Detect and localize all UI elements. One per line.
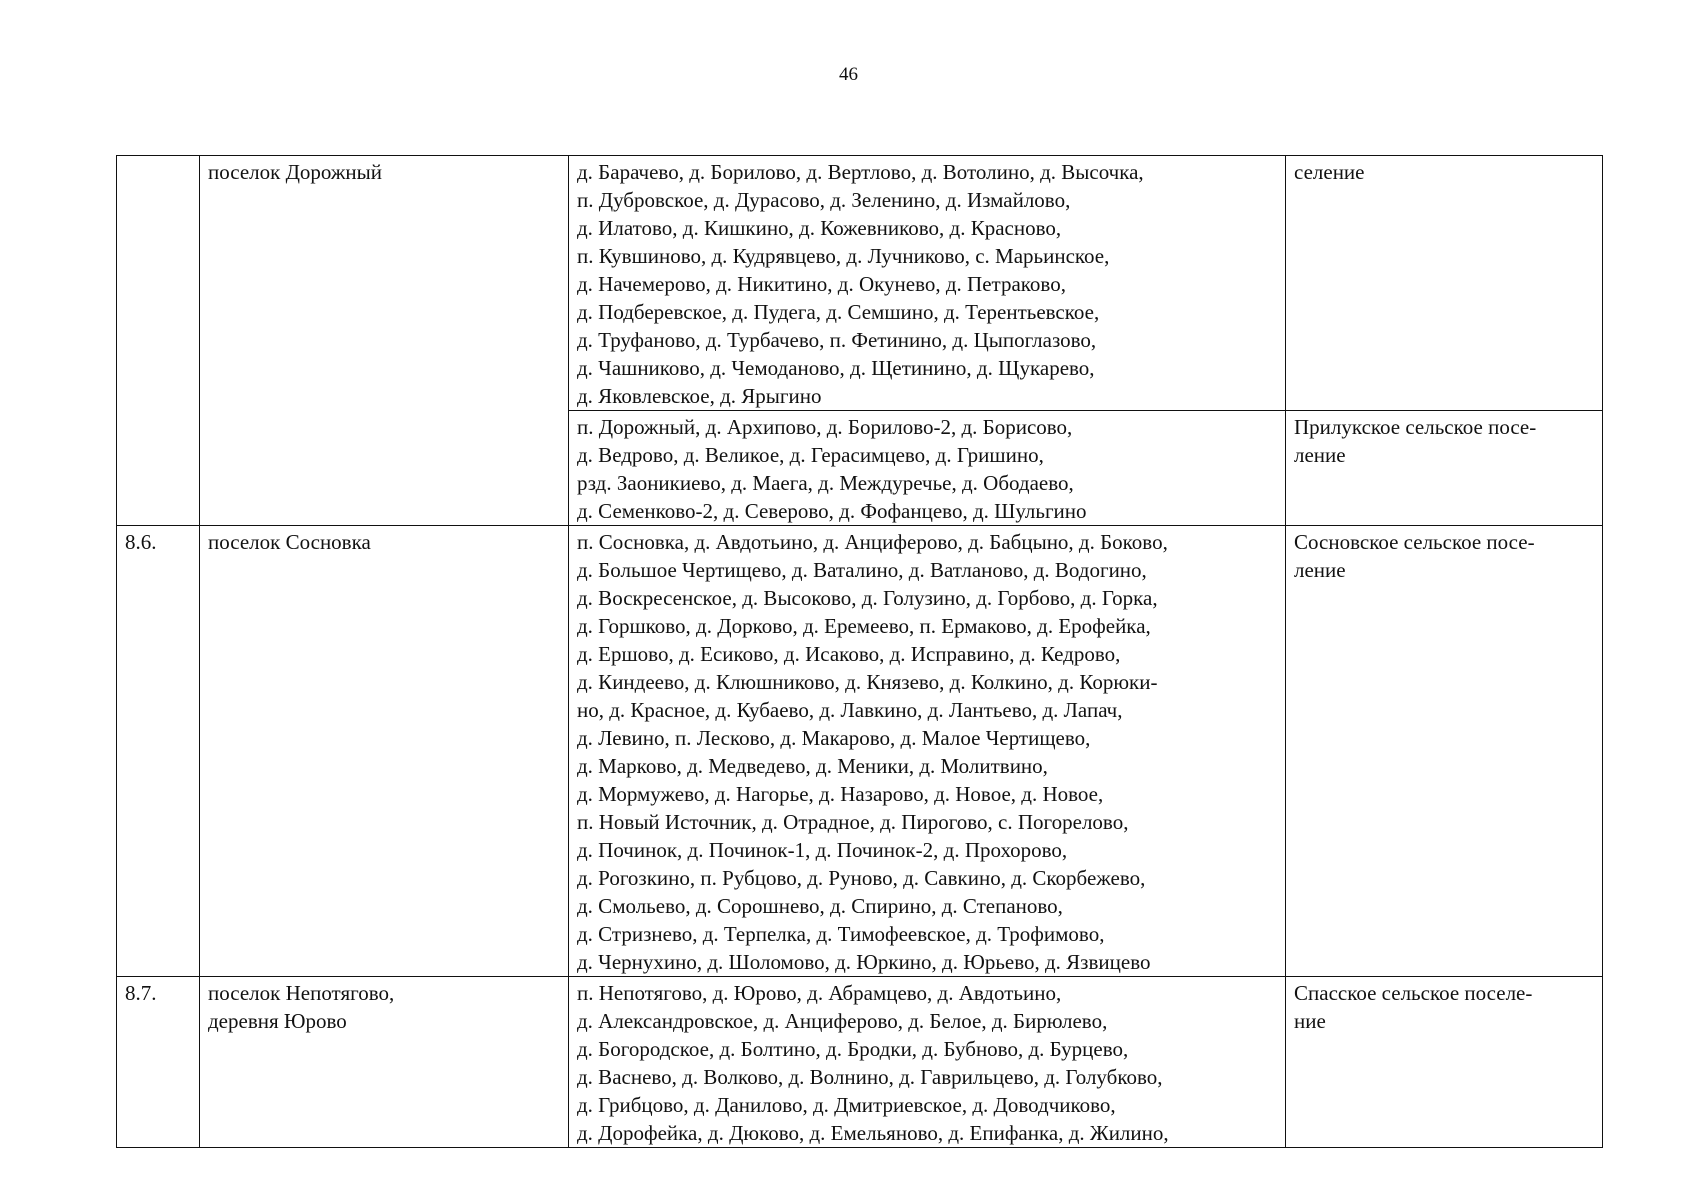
text-line: д. Чернухино, д. Шоломово, д. Юркино, д. Юрьево, д. Язвицево — [577, 950, 1151, 974]
text-line: Спасское сельское поселе- — [1294, 981, 1533, 1005]
text-line: д. Смольево, д. Сорошнево, д. Спирино, д. Степаново, — [577, 894, 1063, 918]
text-line: д. Мормужево, д. Нагорье, д. Назарово, д. Новое, д. Новое, — [577, 782, 1104, 806]
text-line: ние — [1294, 1009, 1326, 1033]
text-line: д. Семенково-2, д. Северово, д. Фофанцево, д. Шульгино — [577, 499, 1087, 523]
localities-list-cell — [569, 411, 1286, 526]
text-line: селение — [1294, 160, 1365, 184]
text-line: д. Дорофейка, д. Дюково, д. Емельяново, д. Епифанка, д. Жилино, — [577, 1121, 1169, 1145]
row-number-cell — [117, 156, 200, 526]
municipality-cell — [1286, 411, 1603, 526]
text-line: п. Дорожный, д. Архипово, д. Борилово-2, д. Борисово, — [577, 415, 1073, 439]
table-row — [117, 156, 1603, 411]
municipality-cell — [1286, 977, 1603, 1148]
text-line: д. Барачево, д. Борилово, д. Вертлово, д. Вотолино, д. Высочка, — [577, 160, 1144, 184]
text-line: д. Левино, п. Лесково, д. Макарово, д. Малое Чертищево, — [577, 726, 1091, 750]
text-line: д. Александровское, д. Анциферово, д. Белое, д. Бирюлево, — [577, 1009, 1108, 1033]
text-line: д. Киндеево, д. Клюшниково, д. Князево, д. Колкино, д. Корюки- — [577, 670, 1158, 694]
text-line: поселок Сосновка — [208, 530, 371, 554]
text-line: п. Новый Источник, д. Отрадное, д. Пирогово, с. Погорелово, — [577, 810, 1129, 834]
text-line: д. Горшково, д. Дорково, д. Еремеево, п. Ермаково, д. Ерофейка, — [577, 614, 1151, 638]
page-number: 46 — [839, 64, 858, 85]
municipality-cell — [1286, 526, 1603, 977]
text-line: д. Стризнево, д. Терпелка, д. Тимофеевское, д. Трофимово, — [577, 922, 1105, 946]
text-line: поселок Дорожный — [208, 160, 382, 184]
text-line: но, д. Красное, д. Кубаево, д. Лавкино, д. Лантьево, д. Лапач, — [577, 698, 1123, 722]
text-line: д. Яковлевское, д. Ярыгино — [577, 384, 822, 408]
text-line: поселок Непотягово, — [208, 981, 395, 1005]
text-line: д. Ершово, д. Есиково, д. Исаково, д. Исправино, д. Кедрово, — [577, 642, 1121, 666]
table-row — [117, 977, 1603, 1148]
text-line: ление — [1294, 558, 1346, 582]
text-line: деревня Юрово — [208, 1009, 347, 1033]
text-line: д. Марково, д. Медведево, д. Меники, д. Молитвино, — [577, 754, 1048, 778]
text-line: д. Труфаново, д. Турбачево, п. Фетинино, д. Цыпоглазово, — [577, 328, 1097, 352]
text-line: Прилукское сельское посе- — [1294, 415, 1537, 439]
text-line: д. Воскресенское, д. Высоково, д. Голузино, д. Горбово, д. Горка, — [577, 586, 1158, 610]
localities-list-cell — [569, 977, 1286, 1148]
row-number-cell: 8.6. — [117, 526, 200, 977]
localities-list-cell — [569, 526, 1286, 977]
text-line: д. Ведрово, д. Великое, д. Герасимцево, д. Гришино, — [577, 443, 1044, 467]
row-number-cell: 8.7. — [117, 977, 200, 1148]
text-line: д. Подберевское, д. Пудега, д. Семшино, д. Терентьевское, — [577, 300, 1100, 324]
settlements-table — [116, 155, 1603, 1148]
text-line: д. Грибцово, д. Данилово, д. Дмитриевское, д. Доводчиково, — [577, 1093, 1116, 1117]
table-row — [117, 526, 1603, 977]
localities-list-cell — [569, 156, 1286, 411]
table-body — [117, 156, 1603, 1148]
text-line: п. Дубровское, д. Дурасово, д. Зеленино, д. Измайлово, — [577, 188, 1071, 212]
text-line: д. Илатово, д. Кишкино, д. Кожевниково, д. Красново, — [577, 216, 1062, 240]
settlement-name-cell — [200, 977, 569, 1148]
text-line: д. Богородское, д. Болтино, д. Бродки, д. Бубново, д. Бурцево, — [577, 1037, 1129, 1061]
text-line: д. Васнево, д. Волково, д. Волнино, д. Гаврильцево, д. Голубково, — [577, 1065, 1163, 1089]
text-line: рзд. Заоникиево, д. Маега, д. Междуречье, д. Ободаево, — [577, 471, 1074, 495]
text-line: д. Начемерово, д. Никитино, д. Окунево, д. Петраково, — [577, 272, 1066, 296]
settlement-name-cell — [200, 156, 569, 526]
text-line: Сосновское сельское посе- — [1294, 530, 1535, 554]
text-line: п. Кувшиново, д. Кудрявцево, д. Лучниково, с. Марьинское, — [577, 244, 1110, 268]
settlement-name-cell — [200, 526, 569, 977]
text-line: д. Починок, д. Починок-1, д. Починок-2, д. Прохорово, — [577, 838, 1068, 862]
text-line: д. Рогозкино, п. Рубцово, д. Руново, д. Савкино, д. Скорбежево, — [577, 866, 1146, 890]
text-line: п. Непотягово, д. Юрово, д. Абрамцево, д. Авдотьино, — [577, 981, 1062, 1005]
text-line: д. Большое Чертищево, д. Ваталино, д. Ватланово, д. Водогино, — [577, 558, 1147, 582]
municipality-cell — [1286, 156, 1603, 411]
text-line: д. Чашниково, д. Чемоданово, д. Щетинино, д. Щукарево, — [577, 356, 1095, 380]
text-line: п. Сосновка, д. Авдотьино, д. Анциферово, д. Бабцыно, д. Боково, — [577, 530, 1168, 554]
text-line: ление — [1294, 443, 1346, 467]
